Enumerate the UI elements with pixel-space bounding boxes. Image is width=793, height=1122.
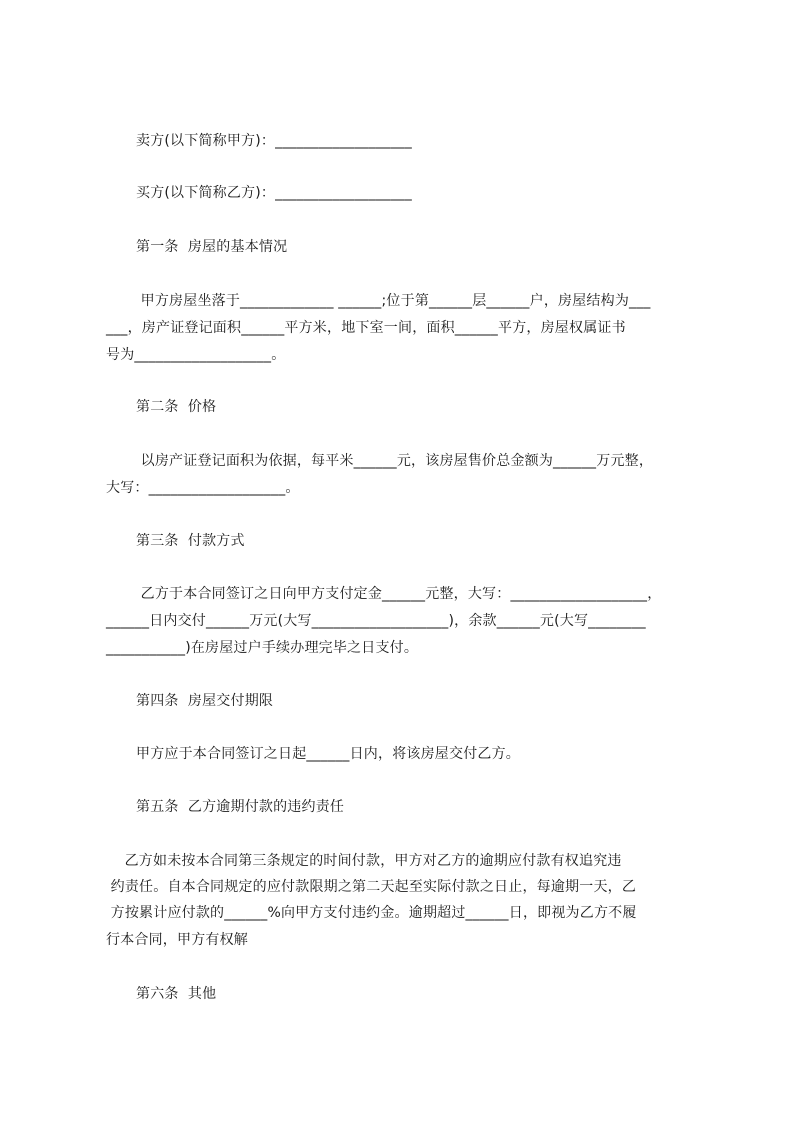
article4-heading: 第四条 房屋交付期限 [136,693,274,709]
article2-heading: 第二条 价格 [136,399,217,415]
seller-line: 卖方(以下简称甲方)：___________________ [136,133,412,149]
buyer-line: 买方(以下简称乙方)：___________________ [136,185,412,201]
article3-line-3: ___________)在房屋过户手续办理完毕之日支付。 [106,640,419,656]
article3-line-1: 乙方于本合同签订之日向甲方支付定金______元整，大写：___________________， [136,586,662,602]
article2-line-2: 大写：___________________。 [106,480,300,496]
article1-heading: 第一条 房屋的基本情况 [136,239,288,255]
article5-line-1: 乙方如未按本合同第三条规定的时间付款，甲方对乙方的逾期应付款有权追究违 [106,853,622,869]
article4-line-1: 甲方应于本合同签订之日起______日内，将该房屋交付乙方。 [136,746,520,762]
article5-line-3: 方按累计应付款的______%向甲方支付违约金。逾期超过______日，即视为乙方不履 [106,905,637,921]
article1-line-1: 甲方房屋坐落于_____________ ______;位于第______层______户，房屋结构为___ [136,293,651,309]
article3-line-2: ______日内交付______万元(大写___________________)，余款______元(大写________ [106,613,646,629]
article5-line-4: 行本合同，甲方有权解 [106,932,248,948]
article1-line-3: 号为___________________。 [106,347,286,363]
article3-heading: 第三条 付款方式 [136,533,245,549]
article5-line-2: 约责任。自本合同规定的应付款限期之第二天起至实际付款之日止，每逾期一天，乙 [106,879,637,895]
article1-line-2: ___，房产证登记面积______平方米，地下室一间，面积______平方，房屋权属证书 [106,320,626,336]
article6-heading: 第六条 其他 [136,986,217,1002]
article2-line-1: 以房产证登记面积为依据，每平米______元，该房屋售价总金额为______万元整， [136,453,654,469]
article5-heading: 第五条 乙方逾期付款的违约责任 [136,799,345,815]
